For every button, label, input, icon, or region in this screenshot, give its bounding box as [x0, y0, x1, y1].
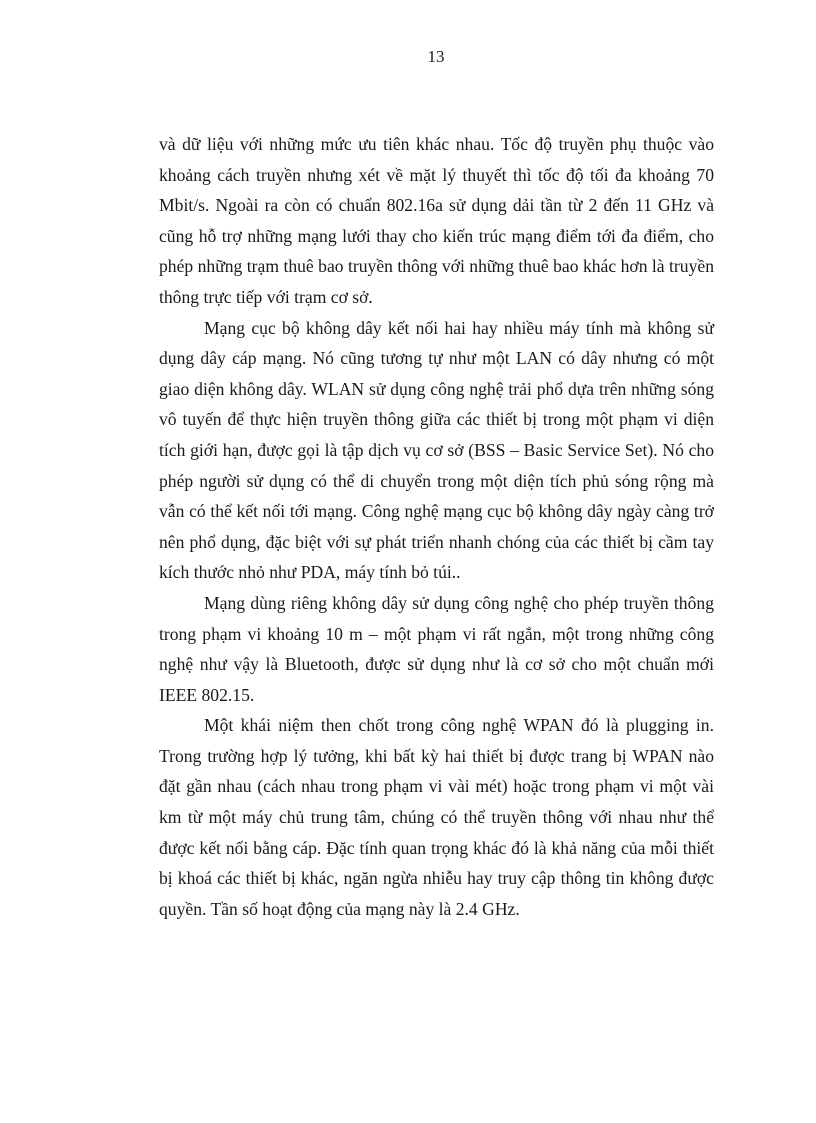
paragraph-2	[159, 313, 714, 588]
text-line: cũng hỗ trợ những mạng lưới thay cho kiến trúc mạng điểm tới đa điểm, cho	[159, 225, 714, 246]
text-line: nghệ như vậy là Bluetooth, được sử dụng như là cơ sở cho một chuẩn mới	[159, 654, 714, 675]
text-line: khoảng cách truyền nhưng xét về mặt lý thuyết thì tốc độ tối đa khoảng 70	[159, 164, 714, 185]
text-line: km từ một máy chủ trung tâm, chúng có thể truyền thông với nhau như thể	[159, 807, 714, 828]
text-line: IEEE 802.15.	[159, 684, 255, 705]
text-line: bị khoá các thiết bị khác, ngăn ngừa nhiễu hay truy cập thông tin không được	[159, 868, 714, 889]
text-line: phép người sử dụng có thể di chuyển trong một diện tích phủ sóng rộng mà	[159, 470, 714, 491]
text-line: Mạng cục bộ không dây kết nối hai hay nhiều máy tính mà không sử	[204, 317, 714, 338]
paragraph-4	[159, 710, 714, 924]
text-line: phép những trạm thuê bao truyền thông với những thuê bao khác hơn là truyền	[159, 256, 714, 277]
text-line: tích giới hạn, được gọi là tập dịch vụ cơ sở (BSS – Basic Service Set). Nó cho	[159, 439, 714, 460]
text-line: trong phạm vi khoảng 10 m – một phạm vi rất ngắn, một trong những công	[159, 623, 714, 644]
text-line: đặt gần nhau (cách nhau trong phạm vi vài mét) hoặc trong phạm vi một vài	[159, 776, 714, 797]
text-line: kích thước nhỏ như PDA, máy tính bỏ túi..	[159, 562, 461, 583]
text-line: vẫn có thể kết nối tới mạng. Công nghệ mạng cục bộ không dây ngày càng trở	[159, 501, 714, 522]
text-line: thông trực tiếp với trạm cơ sở.	[159, 286, 373, 307]
text-line: dụng dây cáp mạng. Nó cũng tương tự như một LAN có dây nhưng có một	[159, 348, 714, 369]
text-line: giao diện không dây. WLAN sử dụng công nghệ trải phổ dựa trên những sóng	[159, 378, 714, 399]
text-line: Mạng dùng riêng không dây sử dụng công nghệ cho phép truyền thông	[204, 592, 714, 613]
text-line: vô tuyến để thực hiện truyền thông giữa các thiết bị trong một phạm vi diện	[159, 409, 714, 430]
text-line: và dữ liệu với những mức ưu tiên khác nhau. Tốc độ truyền phụ thuộc vào	[159, 134, 714, 154]
text-line: được kết nối bằng cáp. Đặc tính quan trọng khác đó là khả năng của mỗi thiết	[159, 837, 714, 858]
page-number: 13	[427, 47, 445, 66]
text-line: Trong trường hợp lý tưởng, khi bất kỳ hai thiết bị được trang bị WPAN nào	[159, 745, 714, 766]
text-line: Mbit/s. Ngoài ra còn có chuẩn 802.16a sử dụng dải tần từ 2 đến 11 GHz và	[159, 195, 714, 216]
paragraph-3	[159, 588, 714, 710]
paragraph-1	[159, 129, 714, 313]
text-line: Một khái niệm then chốt trong công nghệ WPAN đó là plugging in.	[204, 715, 714, 736]
text-line: nên phổ dụng, đặc biệt với sự phát triển nhanh chóng của các thiết bị cầm tay	[159, 531, 714, 552]
text-line: quyền. Tần số hoạt động của mạng này là 2.4 GHz.	[159, 898, 520, 919]
body-text	[159, 129, 714, 924]
